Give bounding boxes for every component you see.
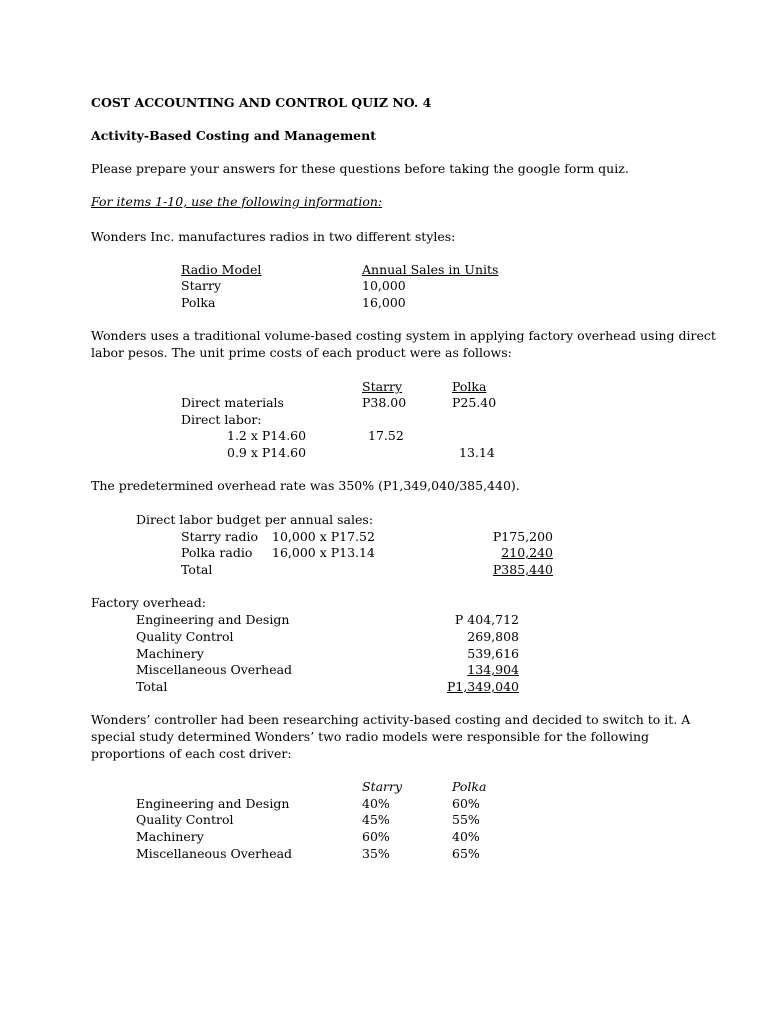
driver-label: Machinery (136, 829, 204, 844)
overhead-label: Machinery (136, 646, 204, 661)
dl-polka-calc: 0.9 x P14.60 (227, 445, 307, 460)
dl-budget-calc: 16,000 x P13.14 (272, 545, 375, 560)
dl-budget-amount: P175,200 (492, 529, 553, 544)
overhead-amount: P 404,712 (454, 612, 519, 627)
overhead-amount: 269,808 (467, 629, 519, 644)
overhead-amount: 539,616 (467, 646, 519, 661)
dm-label: Direct materials (181, 395, 284, 410)
driver-label: Quality Control (136, 812, 234, 827)
sales-row-units: 16,000 (362, 295, 406, 310)
driver-starry: 60% (362, 829, 390, 844)
dl-budget-total-label: Total (181, 562, 213, 577)
items-note: For items 1-10, use the following information: (91, 194, 383, 209)
prime-col-starry: Starry (362, 379, 403, 394)
overhead-label: Miscellaneous Overhead (136, 662, 293, 677)
driver-polka: 60% (452, 796, 480, 811)
driver-col-starry: Starry (362, 779, 403, 794)
page-subtitle: Activity-Based Costing and Management (91, 128, 376, 143)
dl-label: Direct labor: (181, 412, 262, 427)
sales-row-units: 10,000 (362, 278, 406, 293)
dl-budget-total-amount: P385,440 (492, 562, 553, 577)
dl-starry-value: 17.52 (368, 428, 404, 443)
overhead-label: Quality Control (136, 629, 234, 644)
abc-paragraph-line2: special study determined Wonders’ two radio models were responsible for the following (91, 729, 650, 744)
abc-paragraph-line1: Wonders’ controller had been researching activity-based costing and decided to switch to it. A (91, 712, 691, 727)
overhead-total-amount: P1,349,040 (446, 679, 519, 694)
driver-polka: 65% (452, 846, 480, 861)
prime-paragraph-line2: labor pesos. The unit prime costs of each product were as follows: (91, 345, 512, 360)
abc-paragraph-line3: proportions of each cost driver: (91, 746, 292, 761)
driver-label: Miscellaneous Overhead (136, 846, 293, 861)
dm-starry: P38.00 (362, 395, 407, 410)
instruction-text: Please prepare your answers for these questions before taking the google form quiz. (91, 161, 629, 176)
overhead-heading: Factory overhead: (91, 595, 206, 610)
driver-label: Engineering and Design (136, 796, 290, 811)
prime-paragraph-line1: Wonders uses a traditional volume-based costing system in applying factory overhead using direct (91, 328, 716, 343)
overhead-label: Engineering and Design (136, 612, 290, 627)
dm-polka: P25.40 (452, 395, 497, 410)
dl-budget-amount: 210,240 (501, 545, 553, 560)
sales-row-model: Starry (181, 278, 222, 293)
sales-col-model: Radio Model (181, 262, 262, 277)
overhead-amount: 134,904 (467, 662, 519, 677)
intro-text: Wonders Inc. manufactures radios in two different styles: (91, 229, 456, 244)
dl-budget-calc: 10,000 x P17.52 (272, 529, 375, 544)
driver-col-polka: Polka (452, 779, 487, 794)
driver-starry: 35% (362, 846, 390, 861)
dl-polka-value: 13.14 (459, 445, 495, 460)
sales-row-model: Polka (181, 295, 216, 310)
dl-budget-label: Starry radio (181, 529, 258, 544)
driver-polka: 55% (452, 812, 480, 827)
driver-polka: 40% (452, 829, 480, 844)
dl-budget-heading: Direct labor budget per annual sales: (136, 512, 374, 527)
dl-budget-label: Polka radio (181, 545, 253, 560)
dl-starry-calc: 1.2 x P14.60 (227, 428, 307, 443)
overhead-total-label: Total (136, 679, 168, 694)
sales-col-units: Annual Sales in Units (362, 262, 499, 277)
driver-starry: 45% (362, 812, 390, 827)
page-title: COST ACCOUNTING AND CONTROL QUIZ NO. 4 (91, 95, 432, 110)
driver-starry: 40% (362, 796, 390, 811)
overhead-rate-text: The predetermined overhead rate was 350% (P1,349,040/385,440). (91, 478, 520, 493)
prime-col-polka: Polka (452, 379, 487, 394)
